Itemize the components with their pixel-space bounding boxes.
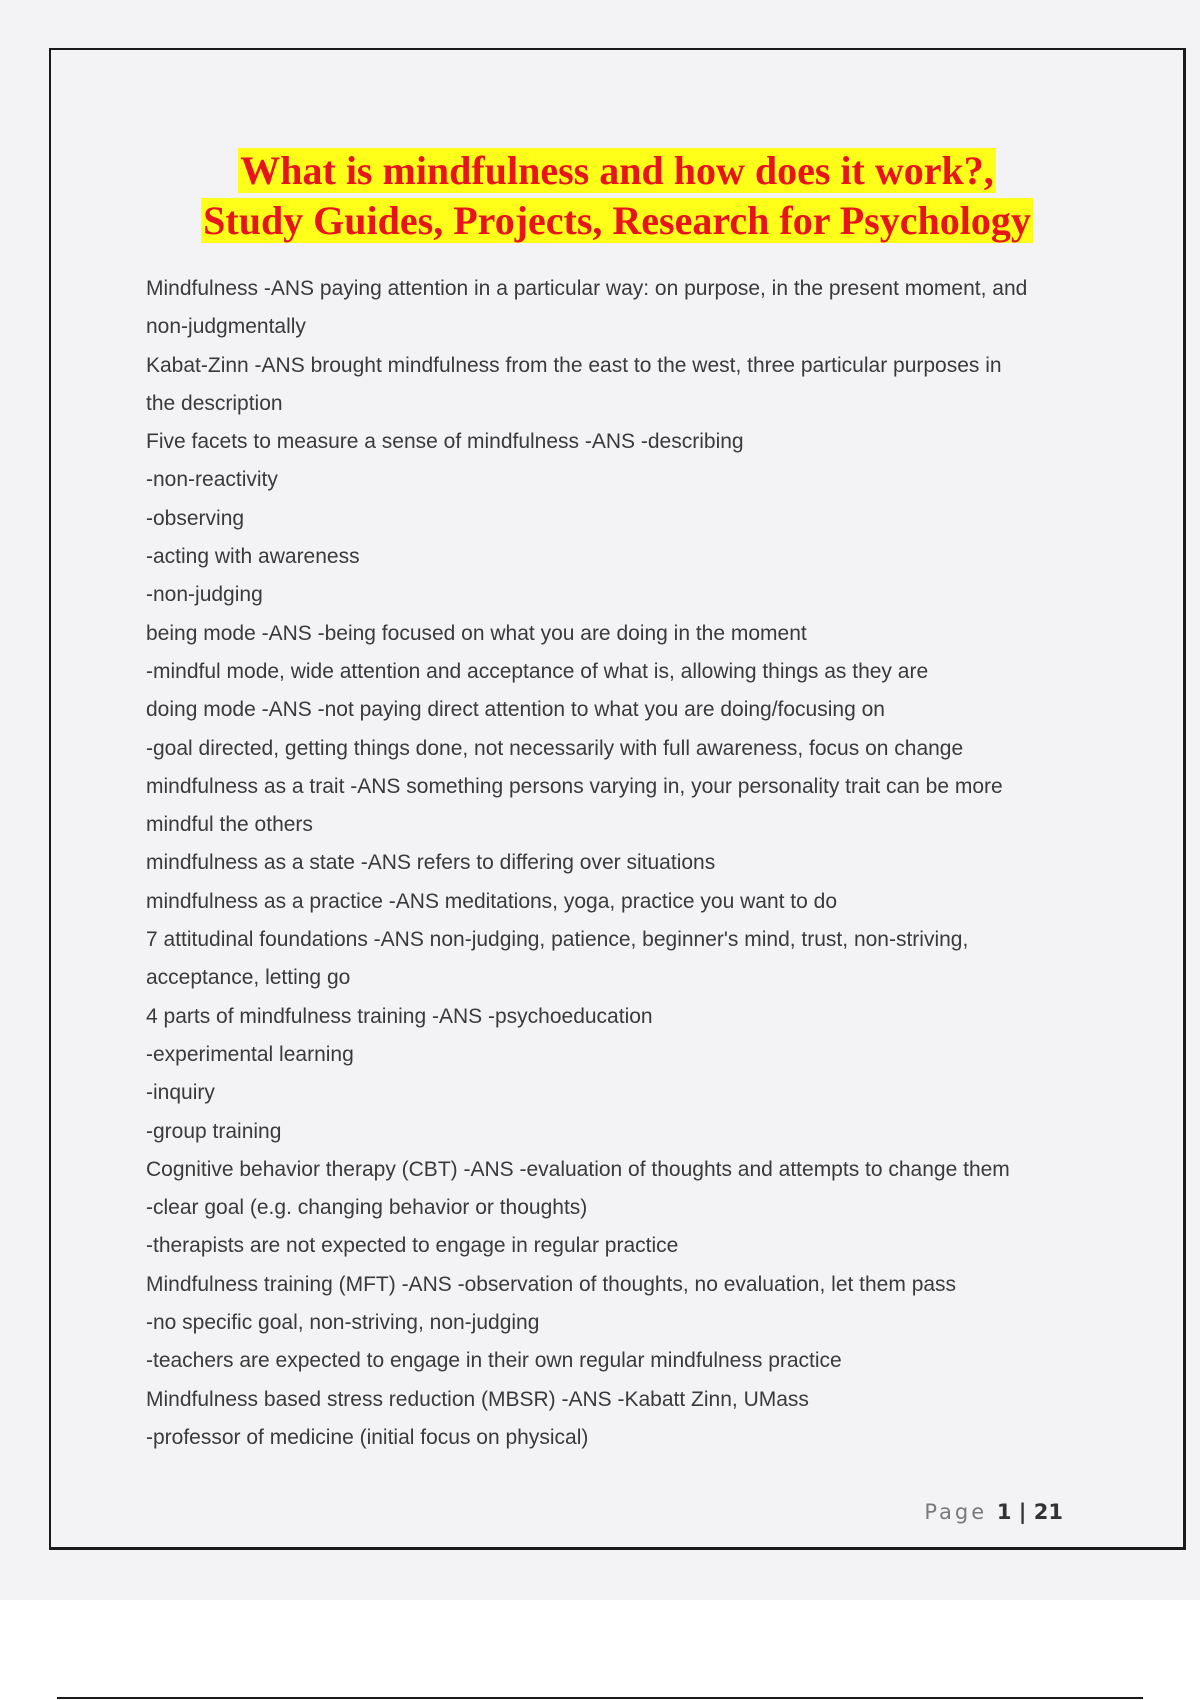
title-line-2: Study Guides, Projects, Research for Psychology (203, 198, 1031, 243)
page-label: Page (924, 1500, 988, 1524)
document-page (49, 48, 1186, 1550)
text-line: -goal directed, getting things done, not necessarily with full awareness, focus on change (146, 736, 964, 760)
document-title (51, 146, 1183, 246)
text-line: mindfulness as a practice -ANS meditations, yoga, practice you want to do (146, 889, 838, 913)
text-line: -observing (146, 506, 245, 530)
text-line: -teachers are expected to engage in their own regular mindfulness practice (146, 1349, 842, 1373)
next-page-top-border (57, 1697, 1143, 1699)
text-line: -non-judging (146, 583, 263, 607)
text-line: Kabat-Zinn -ANS brought mindfulness from the east to the west, three particular purposes in (146, 353, 1002, 377)
text-line: 7 attitudinal foundations -ANS non-judging, patience, beginner's mind, trust, non-striving, (146, 928, 969, 952)
text-line: mindfulness as a state -ANS refers to differing over situations (146, 851, 716, 875)
text-line: Mindfulness based stress reduction (MBSR) -ANS -Kabatt Zinn, UMass (146, 1387, 809, 1411)
text-line: -non-reactivity (146, 468, 278, 492)
page-count: 1 | 21 (996, 1500, 1063, 1524)
text-line: -group training (146, 1119, 282, 1143)
text-line: Cognitive behavior therapy (CBT) -ANS -evaluation of thoughts and attempts to change them (146, 1157, 1010, 1181)
page-number (924, 1500, 1063, 1524)
text-line: acceptance, letting go (146, 966, 351, 990)
text-line: the description (146, 391, 283, 415)
title-line-1: What is mindfulness and how does it work?, (240, 148, 994, 193)
text-line: Mindfulness training (MFT) -ANS -observation of thoughts, no evaluation, let them pass (146, 1272, 957, 1296)
text-line: -no specific goal, non-striving, non-judging (146, 1311, 540, 1335)
document-body (146, 270, 1136, 1457)
text-line: doing mode -ANS -not paying direct attention to what you are doing/focusing on (146, 698, 885, 722)
text-line: -therapists are not expected to engage in regular practice (146, 1234, 679, 1258)
text-line: mindful the others (146, 813, 313, 837)
text-line: being mode -ANS -being focused on what you are doing in the moment (146, 621, 807, 645)
text-line: mindfulness as a trait -ANS something persons varying in, your personality trait can be more (146, 774, 1003, 798)
text-line: -mindful mode, wide attention and acceptance of what is, allowing things as they are (146, 659, 929, 683)
text-line: -professor of medicine (initial focus on physical) (146, 1425, 589, 1449)
text-line: -inquiry (146, 1081, 215, 1105)
text-line: Five facets to measure a sense of mindfulness -ANS -describing (146, 430, 744, 454)
text-line: non-judgmentally (146, 315, 306, 339)
text-line: -clear goal (e.g. changing behavior or thoughts) (146, 1196, 588, 1220)
text-line: -experimental learning (146, 1042, 354, 1066)
text-line: -acting with awareness (146, 545, 360, 569)
text-line: 4 parts of mindfulness training -ANS -psychoeducation (146, 1004, 653, 1028)
text-line: Mindfulness -ANS paying attention in a particular way: on purpose, in the present moment, and (146, 277, 1028, 300)
